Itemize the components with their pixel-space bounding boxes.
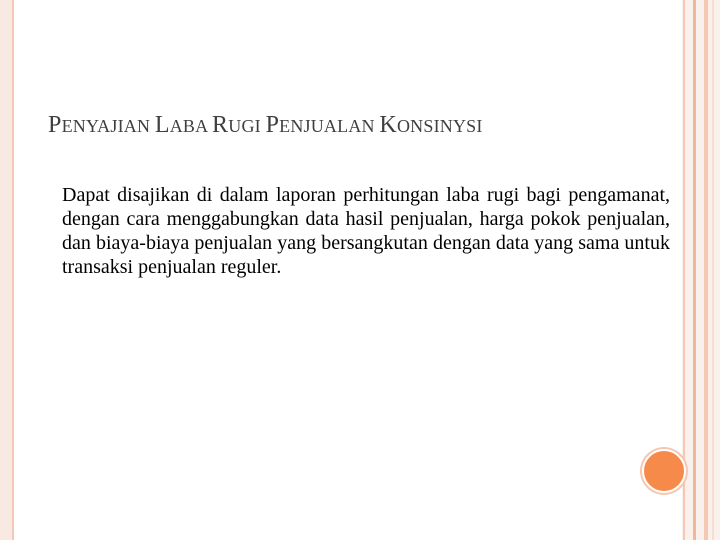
decorative-stripe (712, 0, 714, 540)
decorative-stripe (704, 0, 708, 540)
decorative-stripe (683, 0, 685, 540)
title-initial: K (379, 112, 397, 138)
slide-title (48, 112, 483, 139)
decorative-stripe (693, 0, 696, 540)
title-word: ENJUALAN (279, 116, 380, 136)
title-word: UGI (228, 116, 266, 136)
title-word: ENYAJIAN (61, 116, 155, 136)
title-initial: P (265, 112, 280, 138)
slide-body-text: Dapat disajikan di dalam laporan perhitungan laba rugi bagi pengamanat, dengan cara menggabungkan data hasil penjualan, harga pokok penjualan, dan biaya-biaya penjualan yang bersangkutan dengan data yang sama untuk transaksi penjualan reguler. (62, 184, 670, 278)
title-word: ABA (169, 116, 213, 136)
title-initial: L (154, 112, 170, 138)
title-initial: R (212, 112, 229, 138)
right-decorative-band (682, 0, 720, 540)
left-border-band (0, 0, 14, 540)
decorative-circle (642, 449, 686, 493)
title-initial: P (48, 112, 62, 138)
title-word: ONSINYSI (396, 116, 483, 136)
